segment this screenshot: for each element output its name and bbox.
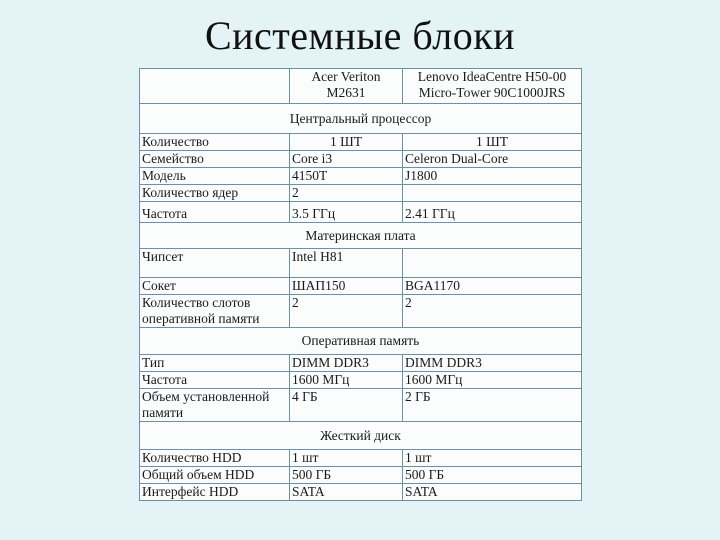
slide-title: Системные блоки xyxy=(204,13,516,58)
acer-value: 1 шт xyxy=(290,450,403,467)
lenovo-value: 1 шт xyxy=(403,450,582,467)
lenovo-value xyxy=(403,185,582,202)
lenovo-value: 2 xyxy=(403,295,582,328)
table-header-row xyxy=(140,69,582,104)
acer-value: 500 ГБ xyxy=(290,467,403,484)
spec-table-container xyxy=(139,68,581,501)
table-row xyxy=(140,355,582,372)
acer-value: 4 ГБ xyxy=(290,389,403,422)
section-title: Центральный процессор xyxy=(140,104,582,134)
acer-value: 1600 МГц xyxy=(290,372,403,389)
row-label: Модель xyxy=(140,168,290,185)
acer-value: ШАП150 xyxy=(290,278,403,295)
acer-value: Intel H81 xyxy=(290,249,403,278)
lenovo-value: 500 ГБ xyxy=(403,467,582,484)
header-acer: Acer Veriton M2631 xyxy=(290,69,403,104)
lenovo-value: BGA1170 xyxy=(403,278,582,295)
section-row-cpu xyxy=(140,104,582,134)
row-label: Частота xyxy=(140,372,290,389)
table-row xyxy=(140,202,582,223)
lenovo-value: DIMM DDR3 xyxy=(403,355,582,372)
lenovo-value: 2 ГБ xyxy=(403,389,582,422)
section-title: Оперативная память xyxy=(140,328,582,355)
lenovo-value: J1800 xyxy=(403,168,582,185)
row-label: Объем установленной памяти xyxy=(140,389,290,422)
acer-value: DIMM DDR3 xyxy=(290,355,403,372)
lenovo-value: 1600 МГц xyxy=(403,372,582,389)
section-row-ram xyxy=(140,328,582,355)
table-row xyxy=(140,185,582,202)
section-row-motherboard xyxy=(140,223,582,249)
table-row xyxy=(140,249,582,278)
acer-value: 4150T xyxy=(290,168,403,185)
acer-value: 2 xyxy=(290,185,403,202)
table-row xyxy=(140,450,582,467)
table-row xyxy=(140,372,582,389)
row-label: Общий объем HDD xyxy=(140,467,290,484)
table-row xyxy=(140,134,582,151)
header-empty-cell xyxy=(140,69,290,104)
row-label: Количество ядер xyxy=(140,185,290,202)
table-row xyxy=(140,168,582,185)
row-label: Сокет xyxy=(140,278,290,295)
row-label: Количество xyxy=(140,134,290,151)
row-label: Количество слотов оперативной памяти xyxy=(140,295,290,328)
row-label: Чипсет xyxy=(140,249,290,278)
row-label: Интерфейс HDD xyxy=(140,484,290,501)
row-label: Количество HDD xyxy=(140,450,290,467)
acer-value: 3.5 ГГц xyxy=(290,202,403,223)
table-row xyxy=(140,295,582,328)
row-label: Частота xyxy=(140,202,290,223)
acer-value: SATA xyxy=(290,484,403,501)
acer-value: 1 ШТ xyxy=(290,134,403,151)
table-row xyxy=(140,151,582,168)
table-row xyxy=(140,484,582,501)
table-row xyxy=(140,278,582,295)
section-title: Жесткий диск xyxy=(140,422,582,450)
lenovo-value: SATA xyxy=(403,484,582,501)
row-label: Семейство xyxy=(140,151,290,168)
table-row xyxy=(140,389,582,422)
acer-value: Core i3 xyxy=(290,151,403,168)
header-lenovo: Lenovo IdeaCentre H50-00 Micro-Tower 90C1000JRS xyxy=(403,69,582,104)
lenovo-value: 1 ШТ xyxy=(403,134,582,151)
section-title: Материнская плата xyxy=(140,223,582,249)
row-label: Тип xyxy=(140,355,290,372)
acer-value: 2 xyxy=(290,295,403,328)
spec-table xyxy=(139,68,582,501)
section-row-hdd xyxy=(140,422,582,450)
table-row xyxy=(140,467,582,484)
lenovo-value: 2.41 ГГц xyxy=(403,202,582,223)
lenovo-value: Celeron Dual-Core xyxy=(403,151,582,168)
lenovo-value xyxy=(403,249,582,278)
